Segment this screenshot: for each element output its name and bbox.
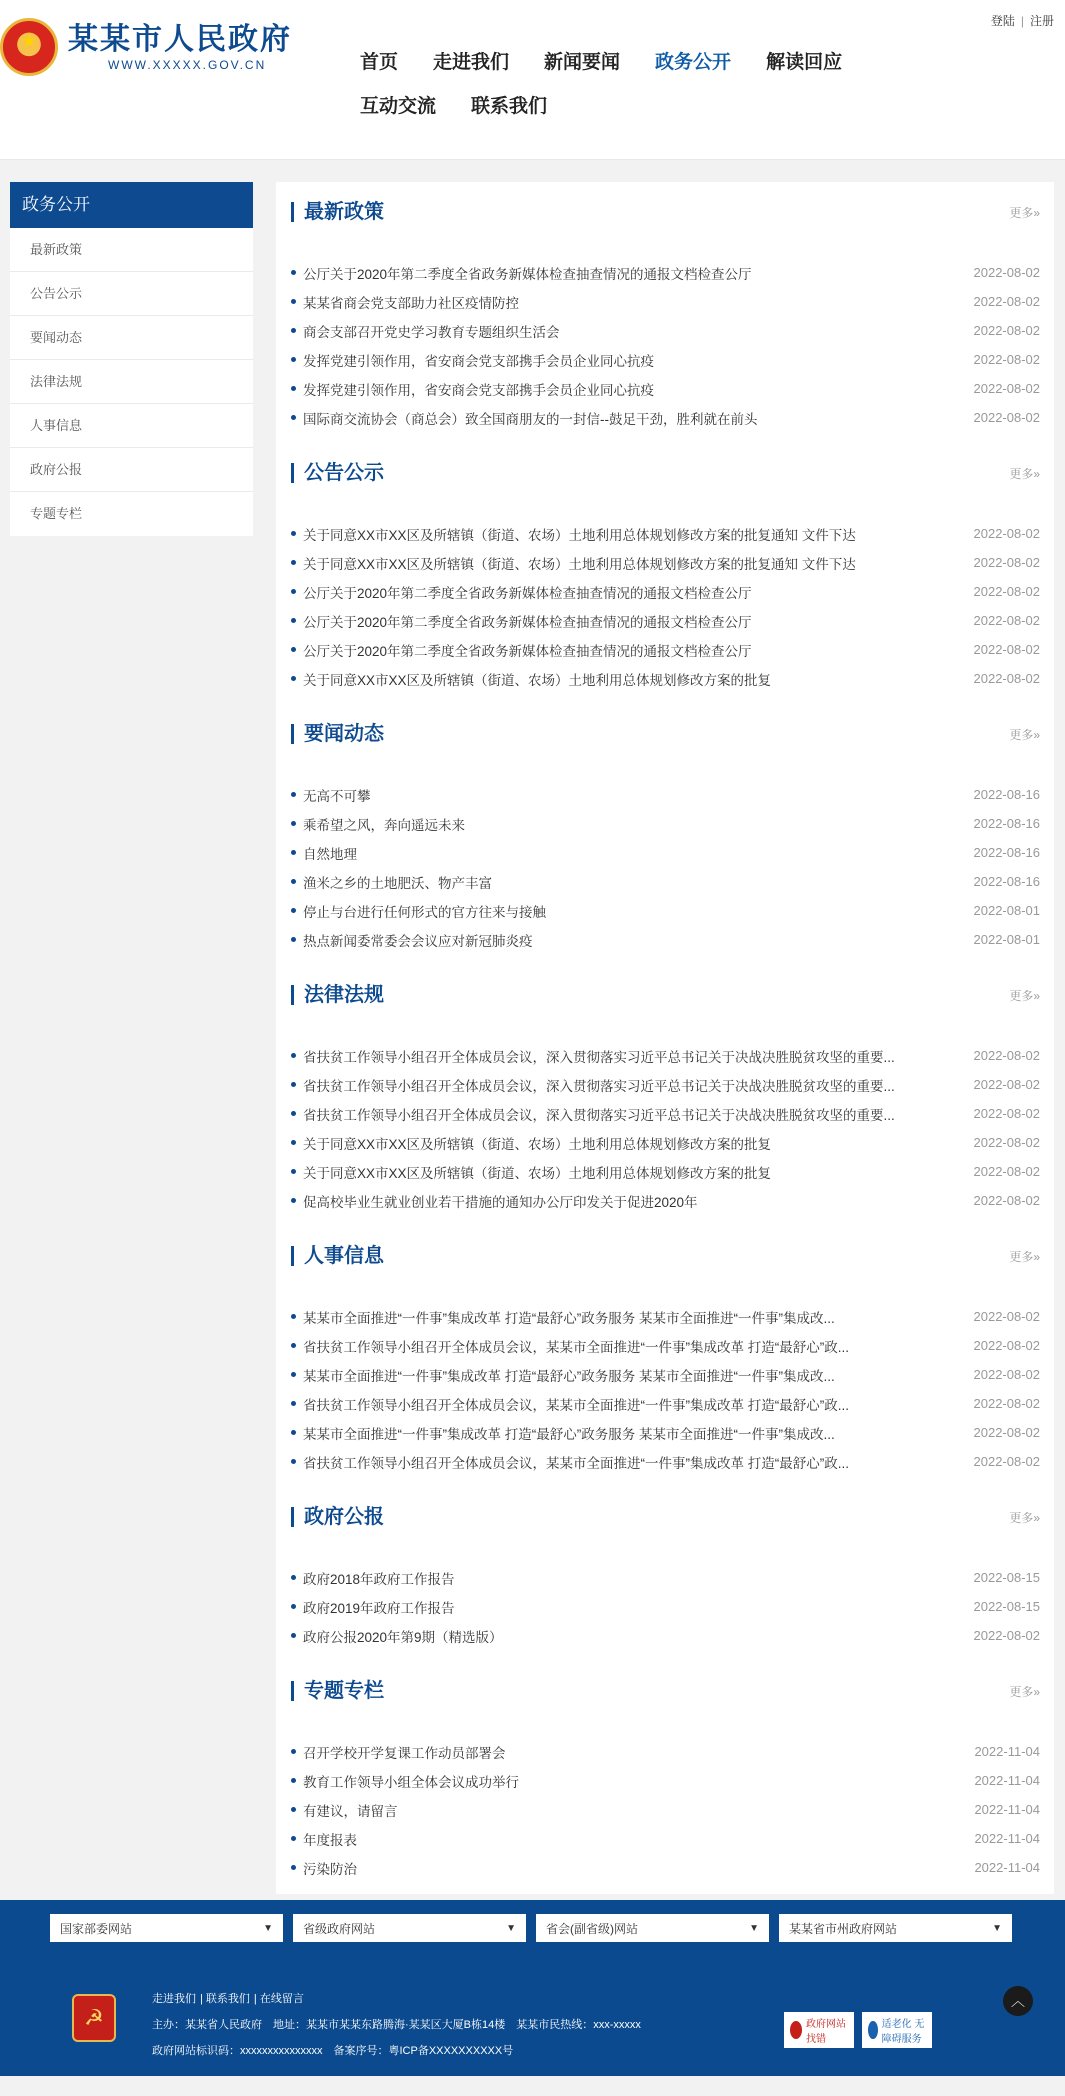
section-title: 要闻动态 bbox=[291, 724, 384, 744]
item-title[interactable]: 无高不可攀 bbox=[291, 785, 371, 805]
list-item[interactable] bbox=[291, 1331, 1040, 1360]
more-link[interactable]: 更多» bbox=[1009, 989, 1040, 1003]
section-personnel bbox=[291, 1226, 1040, 1487]
item-title[interactable]: 有建议，请留言 bbox=[291, 1800, 398, 1820]
more-link[interactable]: 更多» bbox=[1009, 467, 1040, 481]
item-title[interactable]: 关于同意XX市XX区及所辖镇（街道、农场）土地利用总体规划修改方案的批复 bbox=[291, 1162, 771, 1182]
news-list bbox=[291, 519, 1040, 693]
list-item[interactable] bbox=[291, 867, 1040, 896]
list-item[interactable] bbox=[291, 1795, 1040, 1824]
item-date: 2022-08-02 bbox=[973, 1425, 1040, 1440]
item-title[interactable]: 省扶贫工作领导小组召开全体成员会议，深入贯彻落实习近平总书记关于决战决胜脱贫攻坚的重要... bbox=[291, 1104, 895, 1124]
list-item[interactable] bbox=[291, 519, 1040, 548]
footer-record: 政府网站标识码：xxxxxxxxxxxxxxx 备案序号：粤ICP备XXXXXXXXXX号 bbox=[152, 2045, 514, 2057]
item-date: 2022-08-02 bbox=[973, 613, 1040, 628]
more-link[interactable]: 更多» bbox=[1009, 1511, 1040, 1525]
news-list bbox=[291, 258, 1040, 432]
item-title[interactable]: 召开学校开学复课工作动员部署会 bbox=[291, 1742, 506, 1762]
list-item[interactable] bbox=[291, 809, 1040, 838]
item-title[interactable]: 某某市全面推进“一件事”集成改革 打造“最舒心”政务服务 某某市全面推进“一件事”集成改... bbox=[291, 1423, 835, 1443]
item-title[interactable]: 关于同意XX市XX区及所辖镇（街道、农场）土地利用总体规划修改方案的批复通知 文件下达 bbox=[291, 553, 856, 573]
list-item[interactable] bbox=[291, 606, 1040, 635]
item-date: 2022-08-02 bbox=[973, 671, 1040, 686]
nav-gov-affairs[interactable]: 政务公开 bbox=[655, 52, 732, 73]
item-date: 2022-11-04 bbox=[974, 1744, 1040, 1759]
main-area bbox=[0, 160, 1065, 1900]
list-item[interactable] bbox=[291, 1737, 1040, 1766]
list-item[interactable] bbox=[291, 1186, 1040, 1215]
item-date: 2022-08-02 bbox=[973, 526, 1040, 541]
badge-label: 政府网站 找错 bbox=[806, 2019, 847, 2045]
list-item[interactable] bbox=[291, 1302, 1040, 1331]
sidebar-item-laws[interactable]: 法律法规 bbox=[10, 360, 253, 404]
select-ministries[interactable] bbox=[50, 1914, 283, 1942]
item-title[interactable]: 某某省商会党支部助力社区疫情防控 bbox=[291, 292, 519, 312]
chevron-down-icon: ▼ bbox=[992, 1922, 1002, 1934]
item-title[interactable]: 教育工作领导小组全体会议成功举行 bbox=[291, 1771, 519, 1791]
item-title[interactable]: 发挥党建引领作用，省安商会党支部携手会员企业同心抗疫 bbox=[291, 350, 654, 370]
footer-links: 走进我们 | 联系我们 | 在线留言 bbox=[152, 1993, 304, 2005]
item-title[interactable]: 商会支部召开党史学习教育专题组织生活会 bbox=[291, 321, 560, 341]
list-item[interactable] bbox=[291, 1418, 1040, 1447]
item-title[interactable]: 渔米之乡的土地肥沃、物产丰富 bbox=[291, 872, 492, 892]
list-item[interactable] bbox=[291, 1128, 1040, 1157]
list-item[interactable] bbox=[291, 1853, 1040, 1882]
item-date: 2022-08-02 bbox=[973, 1396, 1040, 1411]
sidebar bbox=[10, 182, 253, 536]
main-nav bbox=[360, 46, 980, 134]
item-title[interactable]: 公厅关于2020年第二季度全省政务新媒体检查抽查情况的通报文档检查公厅 bbox=[291, 263, 752, 283]
section-title: 专题专栏 bbox=[291, 1681, 384, 1701]
item-date: 2022-08-02 bbox=[973, 352, 1040, 367]
list-item[interactable] bbox=[291, 1447, 1040, 1476]
nav-about[interactable]: 走进我们 bbox=[433, 52, 510, 73]
nav-interact[interactable]: 互动交流 bbox=[360, 96, 437, 117]
section-title: 法律法规 bbox=[291, 985, 384, 1005]
list-item[interactable] bbox=[291, 1621, 1040, 1650]
item-date: 2022-08-02 bbox=[973, 1628, 1040, 1643]
sidebar-item-latest-policy[interactable]: 最新政策 bbox=[10, 228, 253, 272]
item-date: 2022-08-15 bbox=[973, 1599, 1040, 1614]
back-to-top-icon[interactable]: ︿ bbox=[1003, 1986, 1033, 2016]
list-item[interactable] bbox=[291, 577, 1040, 606]
site-logo[interactable] bbox=[0, 18, 292, 76]
item-title[interactable]: 发挥党建引领作用，省安商会党支部携手会员企业同心抗疫 bbox=[291, 379, 654, 399]
item-title[interactable]: 关于同意XX市XX区及所辖镇（街道、农场）土地利用总体规划修改方案的批复通知 文件下达 bbox=[291, 524, 856, 544]
item-date: 2022-08-02 bbox=[973, 1048, 1040, 1063]
chevron-down-icon: ▼ bbox=[506, 1922, 516, 1934]
section-topics bbox=[291, 1661, 1040, 1922]
item-title[interactable]: 某某市全面推进“一件事”集成改革 打造“最舒心”政务服务 某某市全面推进“一件事”集成改... bbox=[291, 1365, 835, 1385]
item-date: 2022-08-02 bbox=[973, 265, 1040, 280]
item-date: 2022-08-02 bbox=[973, 323, 1040, 338]
footer-link-message[interactable]: 在线留言 bbox=[259, 1993, 304, 2005]
item-date: 2022-11-04 bbox=[974, 1802, 1040, 1817]
footer-host: 主办：某某省人民政府 地址：某某市某某东路腾海·某某区大厦B栋14楼 某某市民热线：xxx-xxxxx bbox=[152, 2019, 641, 2031]
sidebar-title: 政务公开 bbox=[10, 182, 253, 228]
select-label: 国家部委网站 bbox=[60, 1921, 133, 1936]
item-date: 2022-08-02 bbox=[973, 584, 1040, 599]
login-links bbox=[988, 12, 1057, 29]
item-title[interactable]: 停止与台进行任何形式的官方往来与接触 bbox=[291, 901, 546, 921]
list-item[interactable] bbox=[291, 548, 1040, 577]
item-date: 2022-08-01 bbox=[973, 932, 1040, 947]
select-label: 某某省市州政府网站 bbox=[789, 1921, 898, 1936]
news-list bbox=[291, 1737, 1040, 1882]
item-title[interactable]: 公厅关于2020年第二季度全省政务新媒体检查抽查情况的通报文档检查公厅 bbox=[291, 640, 752, 660]
item-title[interactable]: 自然地理 bbox=[291, 843, 357, 863]
chevron-down-icon: ▼ bbox=[749, 1922, 759, 1934]
list-item[interactable] bbox=[291, 925, 1040, 954]
item-date: 2022-11-04 bbox=[974, 1831, 1040, 1846]
sidebar-item-announcements[interactable]: 公告公示 bbox=[10, 272, 253, 316]
news-list bbox=[291, 1302, 1040, 1476]
item-date: 2022-08-15 bbox=[973, 1570, 1040, 1585]
list-item[interactable] bbox=[291, 780, 1040, 809]
item-title[interactable]: 省扶贫工作领导小组召开全体成员会议，某某市全面推进“一件事”集成改革 打造“最舒心”政... bbox=[291, 1394, 849, 1414]
select-label: 省级政府网站 bbox=[303, 1921, 376, 1936]
list-item[interactable] bbox=[291, 287, 1040, 316]
find-error-badge[interactable] bbox=[784, 2012, 854, 2048]
news-list bbox=[291, 1563, 1040, 1650]
sidebar-item-gazette[interactable]: 政府公报 bbox=[10, 448, 253, 492]
content-panel bbox=[276, 182, 1054, 1894]
item-date: 2022-08-02 bbox=[973, 1164, 1040, 1179]
item-date: 2022-08-02 bbox=[973, 1135, 1040, 1150]
site-link-selects bbox=[50, 1914, 1022, 1942]
national-emblem-icon bbox=[0, 18, 58, 76]
item-title[interactable]: 热点新闻委常委会会议应对新冠肺炎疫 bbox=[291, 930, 533, 950]
list-item[interactable] bbox=[291, 403, 1040, 432]
accessibility-badge[interactable] bbox=[862, 2012, 932, 2048]
item-title[interactable]: 年度报表 bbox=[291, 1829, 357, 1849]
find-error-icon bbox=[790, 2021, 802, 2039]
list-item[interactable] bbox=[291, 1389, 1040, 1418]
register-link[interactable]: 注册 bbox=[1029, 14, 1054, 28]
item-date: 2022-11-04 bbox=[974, 1860, 1040, 1875]
section-news bbox=[291, 704, 1040, 965]
site-header bbox=[0, 0, 1065, 160]
more-link[interactable]: 更多» bbox=[1009, 728, 1040, 742]
item-date: 2022-11-04 bbox=[974, 1773, 1040, 1788]
news-list bbox=[291, 780, 1040, 954]
item-date: 2022-08-02 bbox=[973, 642, 1040, 657]
item-title[interactable]: 省扶贫工作领导小组召开全体成员会议，某某市全面推进“一件事”集成改革 打造“最舒心”政... bbox=[291, 1336, 849, 1356]
list-item[interactable] bbox=[291, 1563, 1040, 1592]
more-link[interactable]: 更多» bbox=[1009, 1685, 1040, 1699]
separator: | bbox=[1020, 14, 1024, 28]
news-list bbox=[291, 1041, 1040, 1215]
list-item[interactable] bbox=[291, 1157, 1040, 1186]
accessibility-icon bbox=[868, 2021, 878, 2039]
list-item[interactable] bbox=[291, 664, 1040, 693]
item-title[interactable]: 污染防治 bbox=[291, 1858, 357, 1878]
nav-interpret[interactable]: 解读回应 bbox=[766, 52, 843, 73]
item-title[interactable]: 公厅关于2020年第二季度全省政务新媒体检查抽查情况的通报文档检查公厅 bbox=[291, 582, 752, 602]
site-url: WWW.XXXXX.GOV.CN bbox=[108, 58, 267, 72]
item-date: 2022-08-16 bbox=[973, 874, 1040, 889]
list-item[interactable] bbox=[291, 896, 1040, 925]
item-date: 2022-08-16 bbox=[973, 845, 1040, 860]
chevron-down-icon: ▼ bbox=[263, 1922, 273, 1934]
site-footer bbox=[0, 1900, 1065, 2076]
sidebar-item-news[interactable]: 要闻动态 bbox=[10, 316, 253, 360]
item-date: 2022-08-02 bbox=[973, 1106, 1040, 1121]
item-date: 2022-08-02 bbox=[973, 1454, 1040, 1469]
item-title[interactable]: 关于同意XX市XX区及所辖镇（街道、农场）土地利用总体规划修改方案的批复 bbox=[291, 669, 771, 689]
section-title: 最新政策 bbox=[291, 202, 384, 222]
item-title[interactable]: 某某市全面推进“一件事”集成改革 打造“最舒心”政务服务 某某市全面推进“一件事”集成改... bbox=[291, 1307, 835, 1327]
badge-label: 适老化 无障碍服务 bbox=[881, 2019, 925, 2045]
item-date: 2022-08-02 bbox=[973, 1193, 1040, 1208]
item-date: 2022-08-02 bbox=[973, 1338, 1040, 1353]
list-item[interactable] bbox=[291, 258, 1040, 287]
select-capital[interactable] bbox=[536, 1914, 769, 1942]
more-link[interactable]: 更多» bbox=[1009, 206, 1040, 220]
item-date: 2022-08-02 bbox=[973, 1367, 1040, 1382]
item-date: 2022-08-01 bbox=[973, 903, 1040, 918]
section-title: 公告公示 bbox=[291, 463, 384, 483]
more-link[interactable]: 更多» bbox=[1009, 1250, 1040, 1264]
nav-contact[interactable]: 联系我们 bbox=[471, 96, 548, 117]
list-item[interactable] bbox=[291, 838, 1040, 867]
item-date: 2022-08-02 bbox=[973, 410, 1040, 425]
list-item[interactable] bbox=[291, 1766, 1040, 1795]
item-title[interactable]: 政府2018年政府工作报告 bbox=[291, 1568, 455, 1588]
section-title: 政府公报 bbox=[291, 1507, 384, 1527]
list-item[interactable] bbox=[291, 1824, 1040, 1853]
item-date: 2022-08-02 bbox=[973, 1077, 1040, 1092]
item-date: 2022-08-16 bbox=[973, 816, 1040, 831]
select-city[interactable] bbox=[779, 1914, 1012, 1942]
site-title: 某某市人民政府 bbox=[68, 22, 292, 57]
item-date: 2022-08-16 bbox=[973, 787, 1040, 802]
list-item[interactable] bbox=[291, 1592, 1040, 1621]
nav-news[interactable]: 新闻要闻 bbox=[544, 52, 621, 73]
item-date: 2022-08-02 bbox=[973, 1309, 1040, 1324]
item-title[interactable]: 省扶贫工作领导小组召开全体成员会议，深入贯彻落实习近平总书记关于决战决胜脱贫攻坚的重要... bbox=[291, 1075, 895, 1095]
section-gazette bbox=[291, 1487, 1040, 1661]
footer-link-about[interactable]: 走进我们 bbox=[152, 1993, 196, 2005]
list-item[interactable] bbox=[291, 1099, 1040, 1128]
item-title[interactable]: 省扶贫工作领导小组召开全体成员会议，深入贯彻落实习近平总书记关于决战决胜脱贫攻坚的重要... bbox=[291, 1046, 895, 1066]
section-latest-policy bbox=[291, 182, 1040, 443]
item-title[interactable]: 乘希望之风，奔向遥远未来 bbox=[291, 814, 465, 834]
party-gov-icon: ☭ bbox=[72, 1994, 116, 2042]
footer-info bbox=[152, 1986, 641, 2064]
item-title[interactable]: 政府公报2020年第9期（精选版） bbox=[291, 1626, 503, 1646]
sidebar-item-personnel[interactable]: 人事信息 bbox=[10, 404, 253, 448]
select-provincial[interactable] bbox=[293, 1914, 526, 1942]
item-date: 2022-08-02 bbox=[973, 381, 1040, 396]
nav-home[interactable]: 首页 bbox=[360, 52, 399, 73]
list-item[interactable] bbox=[291, 374, 1040, 403]
list-item[interactable] bbox=[291, 635, 1040, 664]
section-laws bbox=[291, 965, 1040, 1226]
item-title[interactable]: 省扶贫工作领导小组召开全体成员会议，某某市全面推进“一件事”集成改革 打造“最舒心”政... bbox=[291, 1452, 849, 1472]
list-item[interactable] bbox=[291, 1360, 1040, 1389]
footer-link-contact[interactable]: 联系我们 bbox=[205, 1993, 250, 2005]
list-item[interactable] bbox=[291, 1041, 1040, 1070]
item-title[interactable]: 国际商交流协会（商总会）致全国商朋友的一封信--鼓足干劲，胜利就在前头 bbox=[291, 408, 758, 428]
login-link[interactable]: 登陆 bbox=[990, 14, 1015, 28]
section-announcements bbox=[291, 443, 1040, 704]
list-item[interactable] bbox=[291, 345, 1040, 374]
item-title[interactable]: 政府2019年政府工作报告 bbox=[291, 1597, 455, 1617]
item-title[interactable]: 促高校毕业生就业创业若干措施的通知办公厅印发关于促进2020年 bbox=[291, 1191, 698, 1211]
item-date: 2022-08-02 bbox=[973, 555, 1040, 570]
item-title[interactable]: 公厅关于2020年第二季度全省政务新媒体检查抽查情况的通报文档检查公厅 bbox=[291, 611, 752, 631]
list-item[interactable] bbox=[291, 1070, 1040, 1099]
item-date: 2022-08-02 bbox=[973, 294, 1040, 309]
section-title: 人事信息 bbox=[291, 1246, 384, 1266]
item-title[interactable]: 关于同意XX市XX区及所辖镇（街道、农场）土地利用总体规划修改方案的批复 bbox=[291, 1133, 771, 1153]
select-label: 省会(副省级)网站 bbox=[546, 1921, 638, 1936]
sidebar-item-topics[interactable]: 专题专栏 bbox=[30, 506, 83, 521]
list-item[interactable] bbox=[291, 316, 1040, 345]
